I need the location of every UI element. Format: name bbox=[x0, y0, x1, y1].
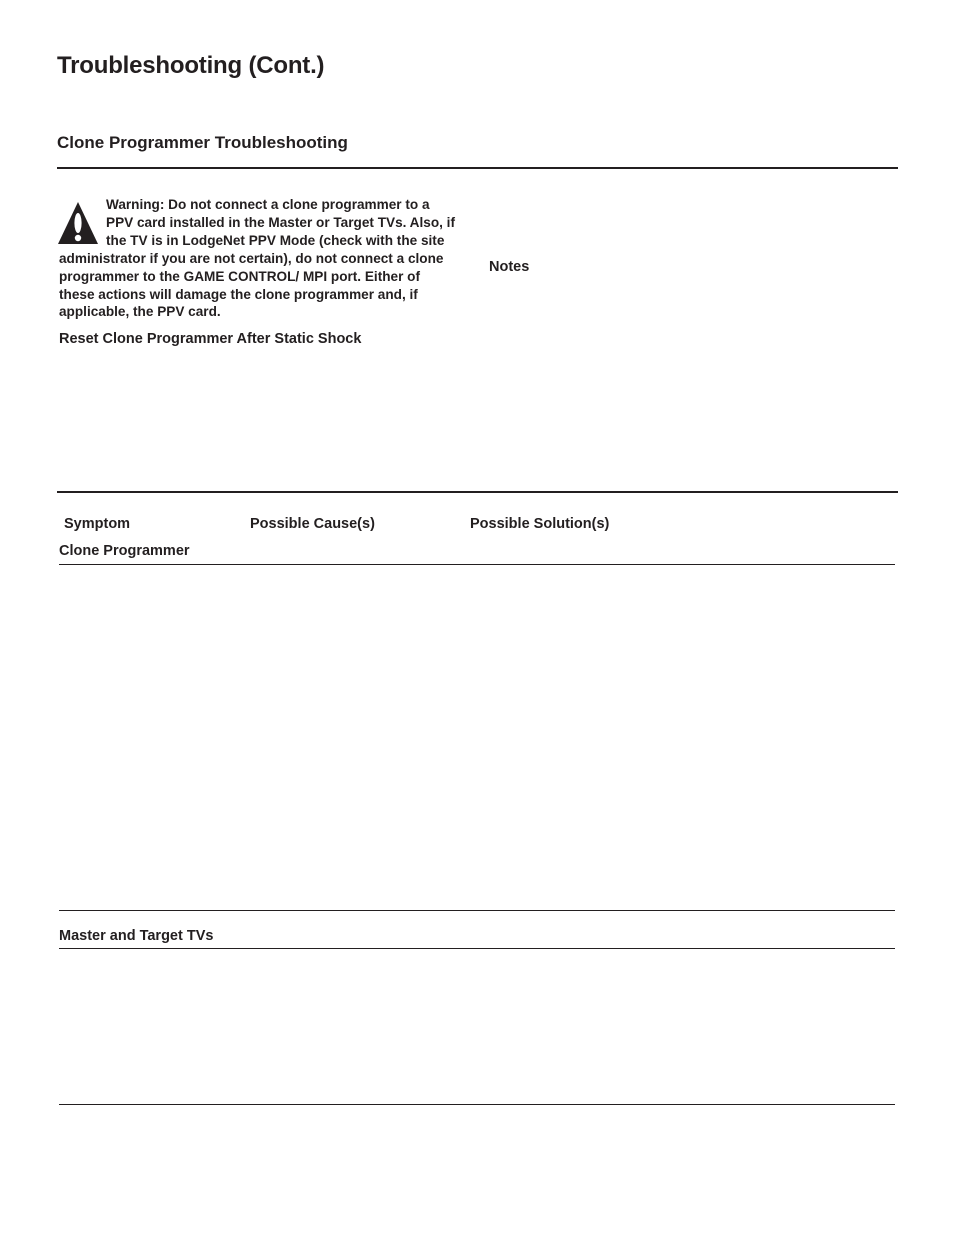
section-divider-top bbox=[57, 167, 898, 169]
notes-label: Notes bbox=[489, 259, 530, 275]
table-section-clone-programmer: Clone Programmer bbox=[59, 543, 190, 559]
reset-heading: Reset Clone Programmer After Static Shock bbox=[59, 331, 362, 347]
table-row-divider bbox=[59, 910, 895, 911]
column-header-possible-causes: Possible Cause(s) bbox=[250, 516, 375, 532]
table-section-master-target-tvs: Master and Target TVs bbox=[59, 928, 214, 944]
table-divider-top bbox=[57, 491, 898, 493]
warning-triangle-icon bbox=[57, 200, 99, 246]
column-header-symptom: Symptom bbox=[64, 516, 131, 532]
warning-block bbox=[59, 196, 459, 321]
table-row-divider bbox=[59, 948, 895, 949]
page-title: Troubleshooting (Cont.) bbox=[57, 52, 325, 79]
warning-text: Warning: Do not connect a clone programmer to a PPV card installed in the Master or Target TVs. Also, if the TV is in LodgeNet PPV Mode (check with the site administrator if you are not certain), do not connect a clone programmer to the GAME CONTROL/ MPI port. Either of these actions will damage the clone programmer and, if applicable, the PPV card. bbox=[59, 197, 455, 320]
table-bottom-divider bbox=[59, 1104, 895, 1105]
section-title: Clone Programmer Troubleshooting bbox=[57, 133, 348, 152]
column-header-possible-solutions: Possible Solution(s) bbox=[470, 516, 610, 532]
table-row-divider bbox=[59, 564, 895, 565]
